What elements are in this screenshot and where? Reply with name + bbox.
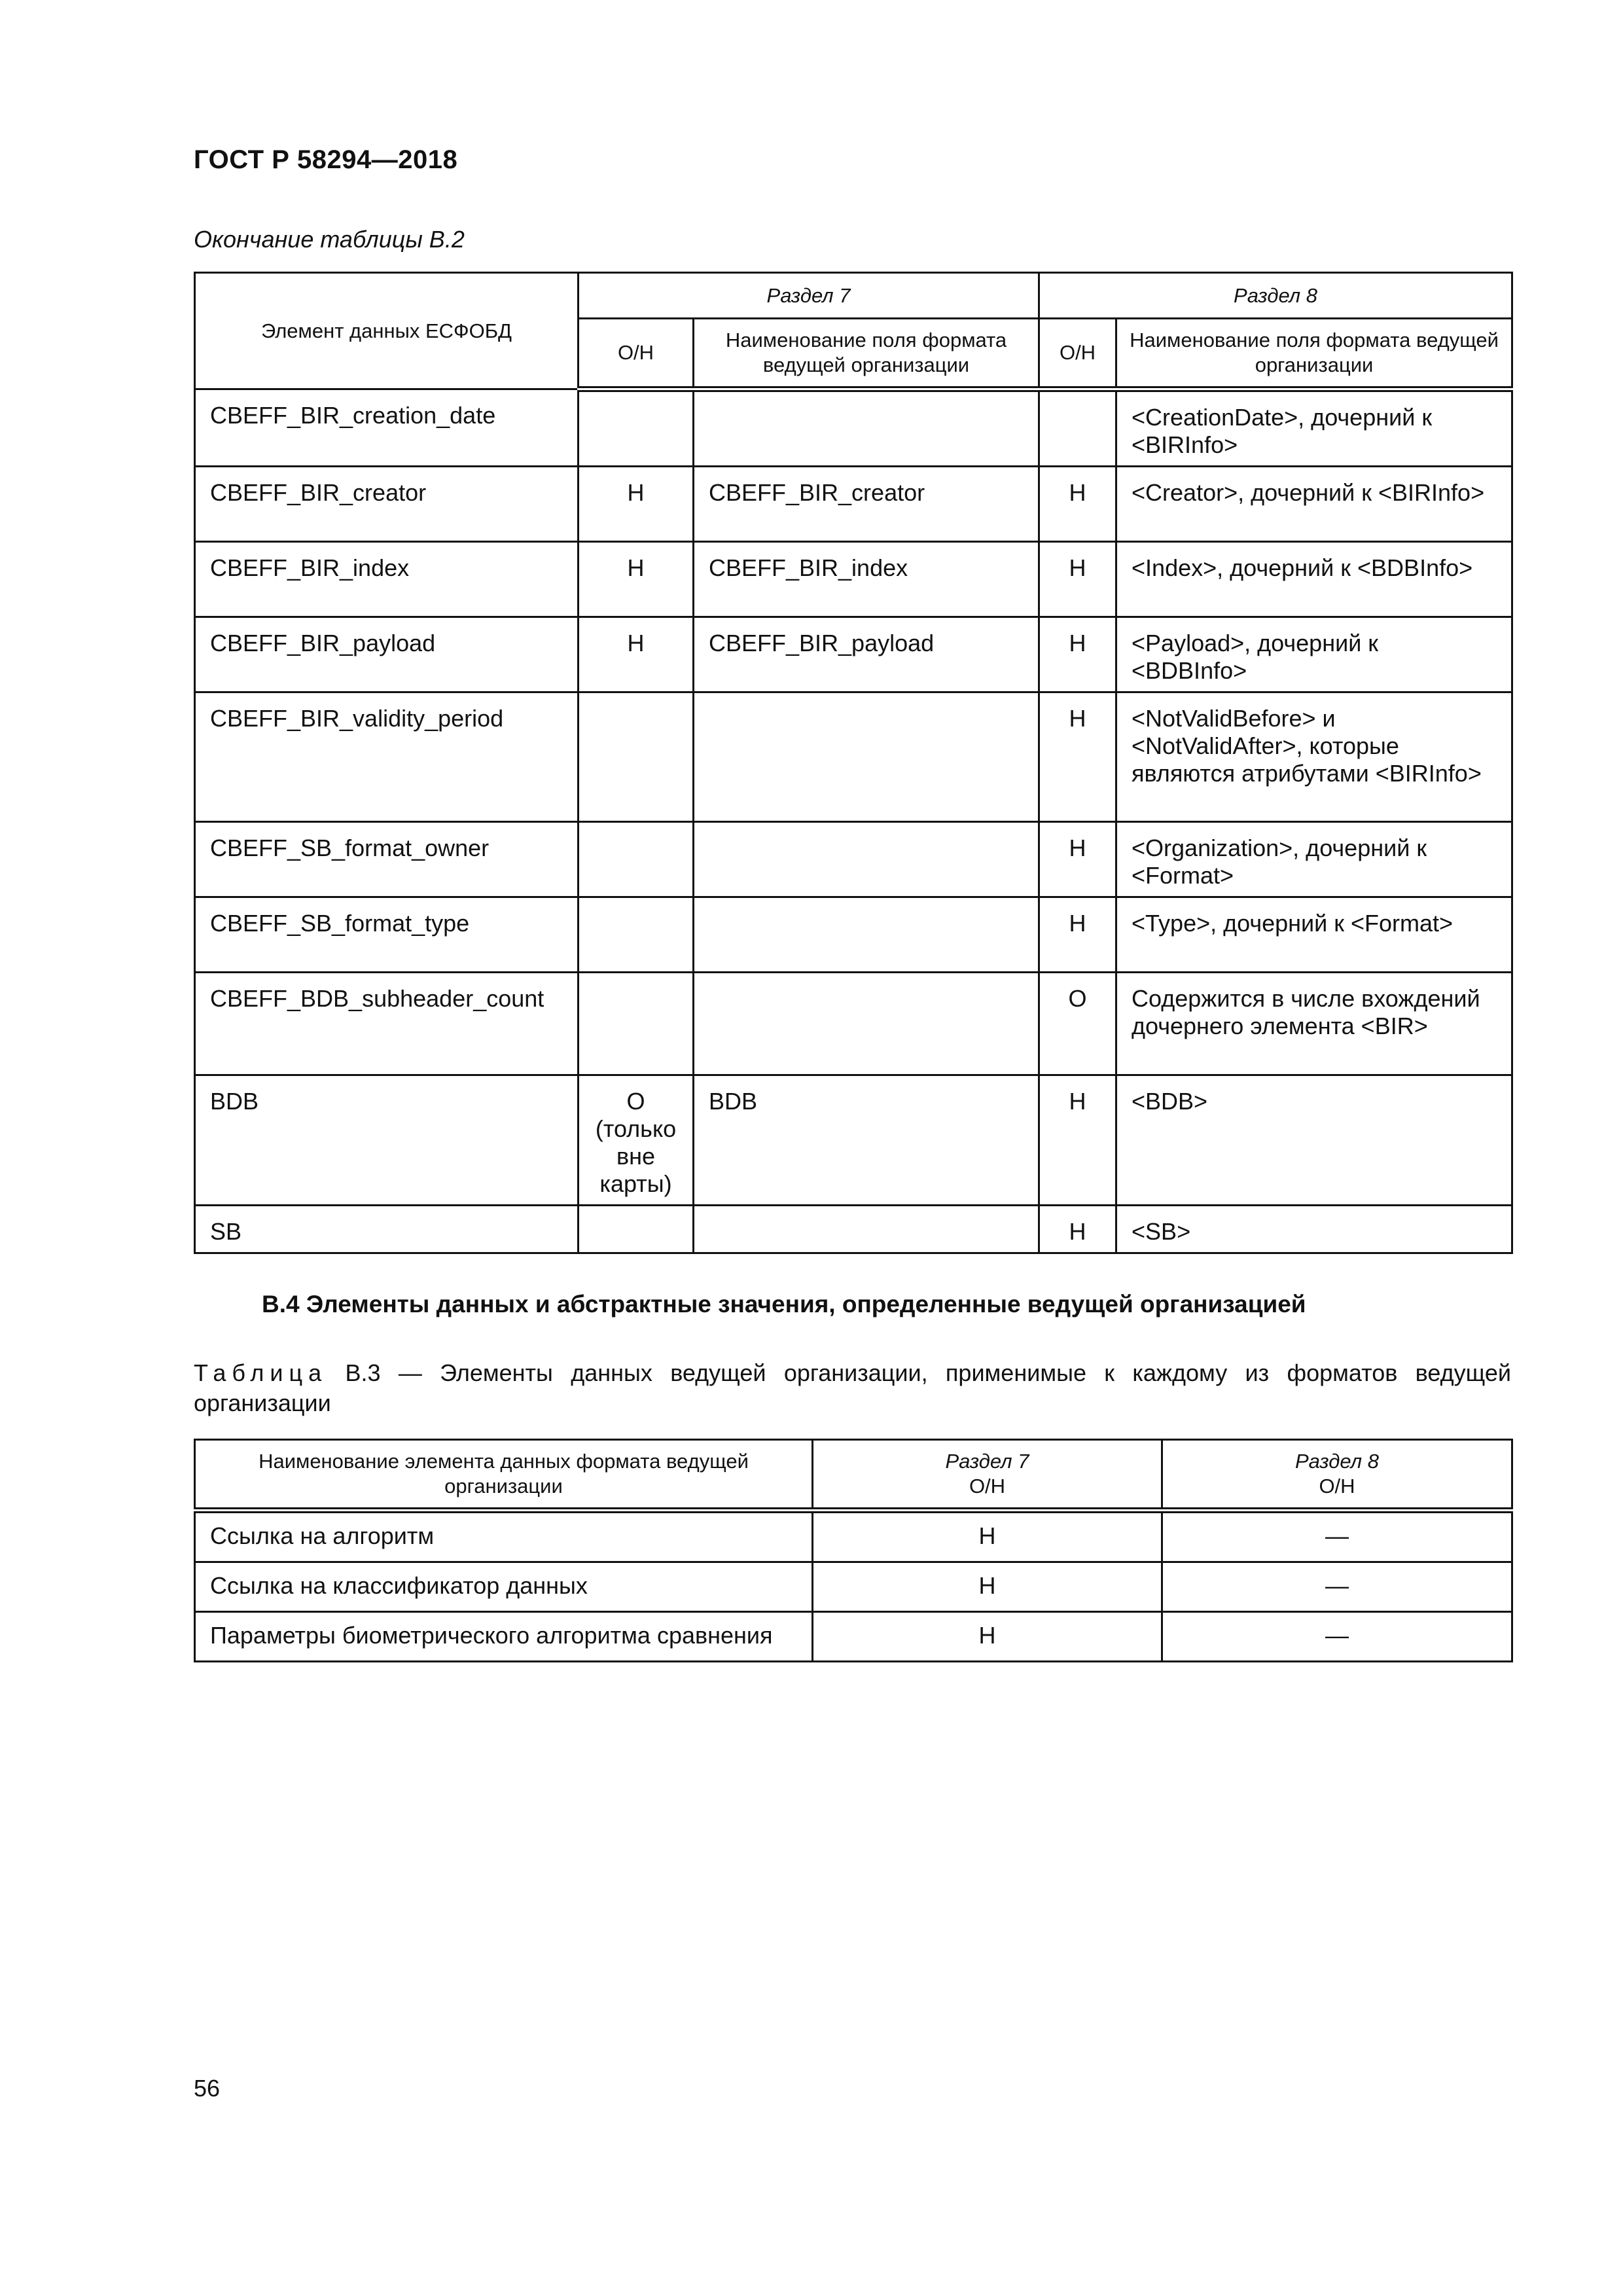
header-section8: Раздел 8 bbox=[1039, 273, 1512, 319]
cell-s8: — bbox=[1162, 1562, 1512, 1612]
header-section7-on: О/Н bbox=[969, 1475, 1006, 1498]
cell-s8-field: <Creator>, дочерний к <BIRInfo> bbox=[1116, 467, 1512, 542]
cell-s7-on bbox=[579, 692, 694, 822]
table-b3 bbox=[194, 1439, 1513, 1662]
cell-s7-field bbox=[694, 897, 1039, 973]
cell-element: CBEFF_SB_format_type bbox=[195, 897, 579, 973]
cell-s7-on bbox=[579, 1206, 694, 1253]
cell-s7-field bbox=[694, 1206, 1039, 1253]
table-row bbox=[195, 692, 1512, 822]
cell-element: CBEFF_BIR_payload bbox=[195, 617, 579, 692]
cell-s8-field: <CreationDate>, дочерний к <BIRInfo> bbox=[1116, 389, 1512, 467]
page-number: 56 bbox=[194, 2075, 221, 2102]
cell-element: CBEFF_SB_format_owner bbox=[195, 822, 579, 897]
header-s8-on: О/Н bbox=[1039, 319, 1116, 389]
cell-s8-field: <Payload>, дочерний к <BDBInfo> bbox=[1116, 617, 1512, 692]
cell-s7-field: CBEFF_BIR_payload bbox=[694, 617, 1039, 692]
table-b3-caption-label: Таблица bbox=[194, 1359, 328, 1386]
cell-s7-on bbox=[579, 389, 694, 467]
cell-element: CBEFF_BIR_index bbox=[195, 542, 579, 617]
cell-s8-on: Н bbox=[1039, 822, 1116, 897]
header-s7-on: О/Н bbox=[579, 319, 694, 389]
cell-s7: Н bbox=[813, 1562, 1162, 1612]
header-section7 bbox=[813, 1440, 1162, 1511]
table-row bbox=[195, 389, 1512, 467]
table-row bbox=[195, 1612, 1512, 1662]
cell-s7-on bbox=[579, 822, 694, 897]
cell-s8-on: Н bbox=[1039, 542, 1116, 617]
cell-s7-on bbox=[579, 897, 694, 973]
cell-s8-field: Содержится в числе вхождений дочернего элемента <BIR> bbox=[1116, 973, 1512, 1075]
cell-s8-on: Н bbox=[1039, 897, 1116, 973]
cell-s7-on: Н bbox=[579, 542, 694, 617]
cell-s7-field bbox=[694, 822, 1039, 897]
cell-s8-field: <NotValidBefore> и <NotValidAfter>, которые являются атрибутами <BIRInfo> bbox=[1116, 692, 1512, 822]
table-row bbox=[195, 897, 1512, 973]
cell-element: CBEFF_BIR_creator bbox=[195, 467, 579, 542]
header-section8-title: Раздел 8 bbox=[1295, 1450, 1379, 1473]
cell-s7-on bbox=[579, 973, 694, 1075]
cell-s8-field: <SB> bbox=[1116, 1206, 1512, 1253]
cell-s7: Н bbox=[813, 1511, 1162, 1562]
section-b4-heading: В.4 Элементы данных и абстрактные значения, определенные ведущей организацией bbox=[262, 1291, 1306, 1318]
table-row bbox=[195, 1511, 1512, 1562]
header-element: Элемент данных ЕСФОБД bbox=[195, 273, 579, 389]
header-section7: Раздел 7 bbox=[579, 273, 1039, 319]
cell-s7-on: Н bbox=[579, 617, 694, 692]
table-row bbox=[195, 1206, 1512, 1253]
cell-s8-on: Н bbox=[1039, 1206, 1116, 1253]
table-row bbox=[195, 822, 1512, 897]
header-section7-title: Раздел 7 bbox=[945, 1450, 1029, 1473]
header-s7-field: Наименование поля формата ведущей организации bbox=[694, 319, 1039, 389]
cell-s8-on: Н bbox=[1039, 692, 1116, 822]
cell-s7-field: BDB bbox=[694, 1075, 1039, 1206]
header-element-name: Наименование элемента данных формата ведущей организации bbox=[195, 1440, 813, 1511]
table-row bbox=[195, 973, 1512, 1075]
table-row bbox=[195, 467, 1512, 542]
cell-s7-on: О (только вне карты) bbox=[579, 1075, 694, 1206]
document-header: ГОСТ Р 58294—2018 bbox=[194, 145, 458, 174]
header-section8-on: О/Н bbox=[1319, 1475, 1355, 1498]
cell-s7-field bbox=[694, 973, 1039, 1075]
table-b2 bbox=[194, 272, 1513, 1254]
header-s8-field: Наименование поля формата ведущей организации bbox=[1116, 319, 1512, 389]
cell-element: Параметры биометрического алгоритма сравнения bbox=[195, 1612, 813, 1662]
table-row bbox=[195, 542, 1512, 617]
cell-s8: — bbox=[1162, 1511, 1512, 1562]
cell-s8-on bbox=[1039, 389, 1116, 467]
table-row bbox=[195, 617, 1512, 692]
table-b3-caption bbox=[194, 1358, 1511, 1418]
cell-element: CBEFF_BIR_creation_date bbox=[195, 389, 579, 467]
table-b3-caption-text: В.3 — Элементы данных ведущей организации, применимые к каждому из форматов ведущей организации bbox=[194, 1359, 1511, 1416]
cell-s8-on: О bbox=[1039, 973, 1116, 1075]
table-row bbox=[195, 1075, 1512, 1206]
cell-s7-on: Н bbox=[579, 467, 694, 542]
cell-element: Ссылка на алгоритм bbox=[195, 1511, 813, 1562]
cell-s7-field: CBEFF_BIR_index bbox=[694, 542, 1039, 617]
cell-s7-field bbox=[694, 389, 1039, 467]
cell-element: CBEFF_BDB_subheader_count bbox=[195, 973, 579, 1075]
cell-s8-field: <Type>, дочерний к <Format> bbox=[1116, 897, 1512, 973]
cell-s8-on: Н bbox=[1039, 617, 1116, 692]
cell-s7-field: CBEFF_BIR_creator bbox=[694, 467, 1039, 542]
cell-s8-field: <Index>, дочерний к <BDBInfo> bbox=[1116, 542, 1512, 617]
cell-element: SB bbox=[195, 1206, 579, 1253]
table-row bbox=[195, 1562, 1512, 1612]
cell-s8-on: Н bbox=[1039, 467, 1116, 542]
header-section8 bbox=[1162, 1440, 1512, 1511]
cell-element: CBEFF_BIR_validity_period bbox=[195, 692, 579, 822]
table-b2-caption: Окончание таблицы В.2 bbox=[194, 226, 465, 253]
cell-s7-field bbox=[694, 692, 1039, 822]
cell-s8-field: <Organization>, дочерний к <Format> bbox=[1116, 822, 1512, 897]
cell-s8-field: <BDB> bbox=[1116, 1075, 1512, 1206]
cell-s8: — bbox=[1162, 1612, 1512, 1662]
cell-s7: Н bbox=[813, 1612, 1162, 1662]
cell-s8-on: Н bbox=[1039, 1075, 1116, 1206]
cell-element: BDB bbox=[195, 1075, 579, 1206]
cell-element: Ссылка на классификатор данных bbox=[195, 1562, 813, 1612]
